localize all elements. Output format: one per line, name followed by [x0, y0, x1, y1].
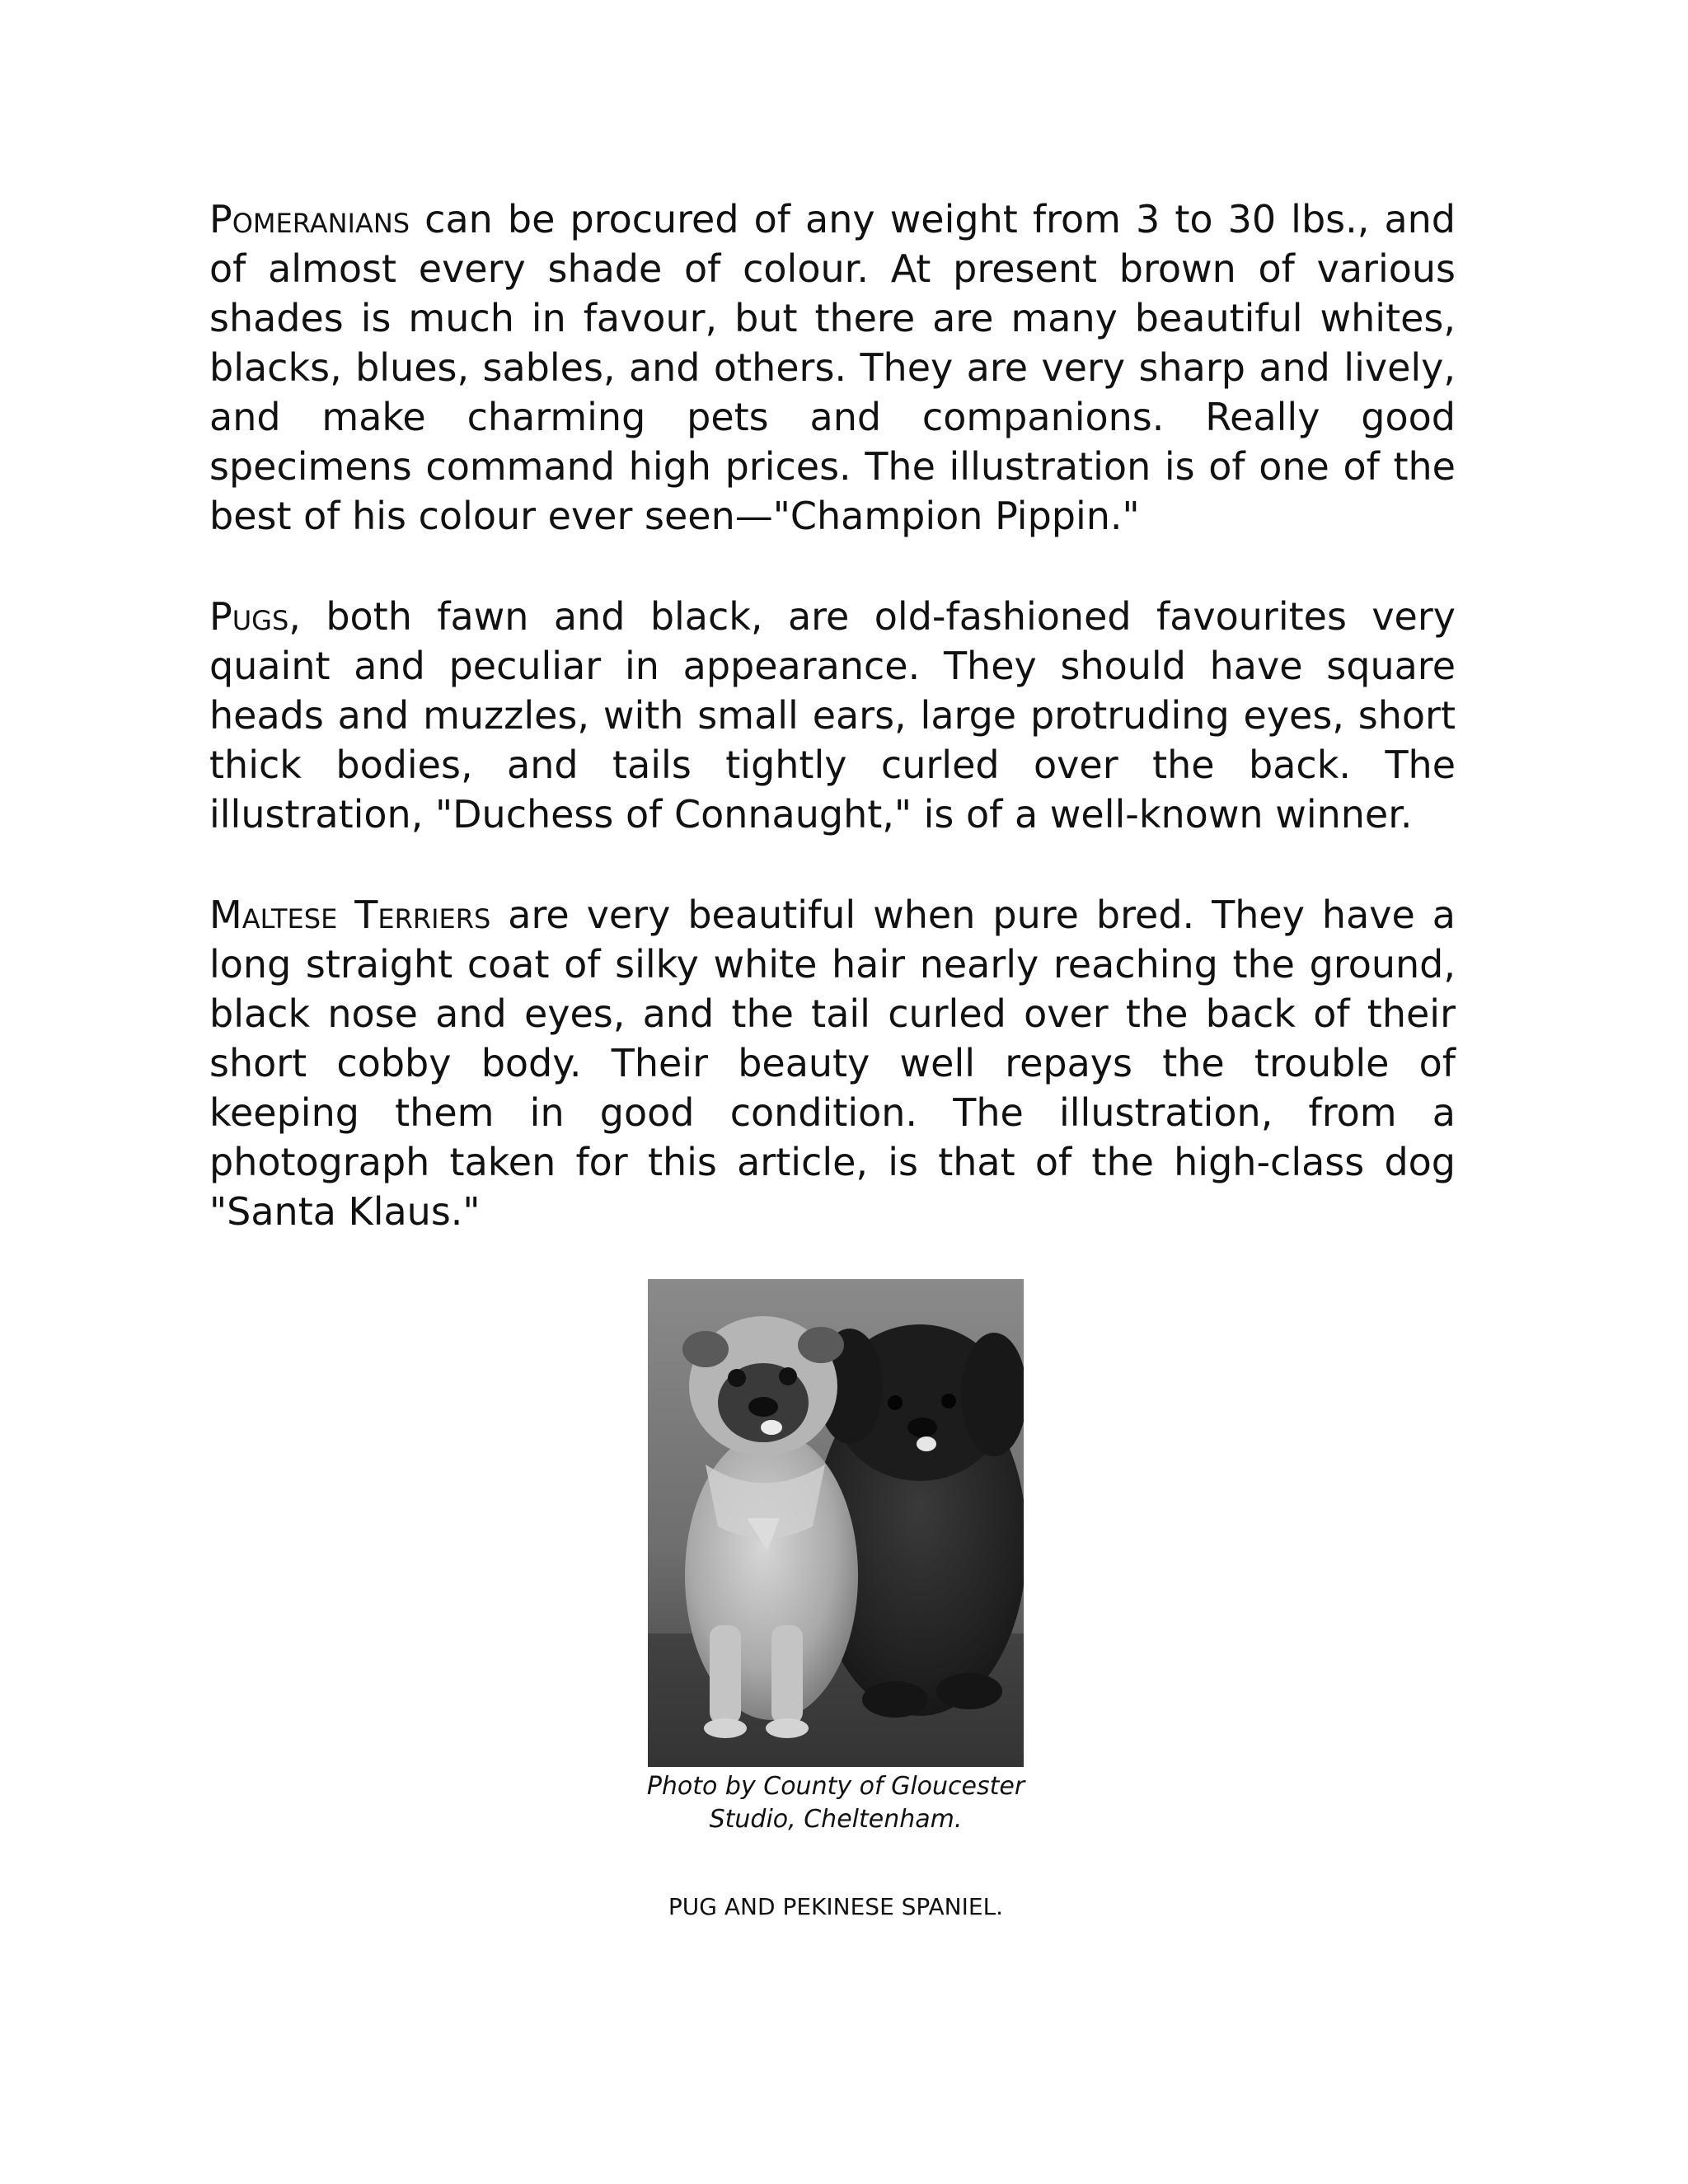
photo-credit-line-2: Studio, Cheltenham.: [709, 1805, 963, 1834]
paragraph-text-pomeranians: can be procured of any weight from 3 to 30 lbs., and of almost every shade of colour. At present brown of various shades is much in favour, but there are many beautiful whites, blacks, blues, sables, and others. They are very sharp and lively, and make charming pets and companions. Really good specimens command high prices. The illustration is of one of the best of his colour ever seen—"Champion Pippin.": [209, 197, 1456, 538]
article-body: [209, 194, 1456, 1287]
pug-and-pekinese-photo: [648, 1279, 1024, 1767]
lead-term-pugs: Pugs: [209, 594, 289, 639]
photo-credit-line-1: Photo by County of Gloucester: [646, 1772, 1025, 1801]
paragraph-text-maltese-terriers: are very beautiful when pure bred. They have a long straight coat of silky white hair nearly reaching the ground, black nose and eyes, and the tail curled over the back of their short cobby body. Their beauty well repays the trouble of keeping them in good condition. The illustration, from a photograph taken for this article, is that of the high-class dog "Santa Klaus.": [209, 893, 1456, 1234]
figure-photo: [648, 1279, 1024, 1767]
paragraph-text-pugs: , both fawn and black, are old-fashioned favourites very quaint and peculiar in appearance. They should have square heads and muzzles, with small ears, large protruding eyes, short thick bodies, and tails tightly curled over the back. The illustration, "Duchess of Connaught," is of a well-known winner.: [209, 594, 1456, 837]
paragraph-maltese-terriers: [209, 890, 1456, 1236]
photo-credit: [565, 1770, 1106, 1836]
figure-caption: PUG AND PEKINESE SPANIEL.: [668, 1893, 1004, 1920]
lead-term-pomeranians: Pomeranians: [209, 197, 410, 241]
paragraph-pomeranians: [209, 194, 1456, 541]
lead-term-maltese-terriers: Maltese Terriers: [209, 893, 491, 937]
paragraph-pugs: [209, 592, 1456, 839]
